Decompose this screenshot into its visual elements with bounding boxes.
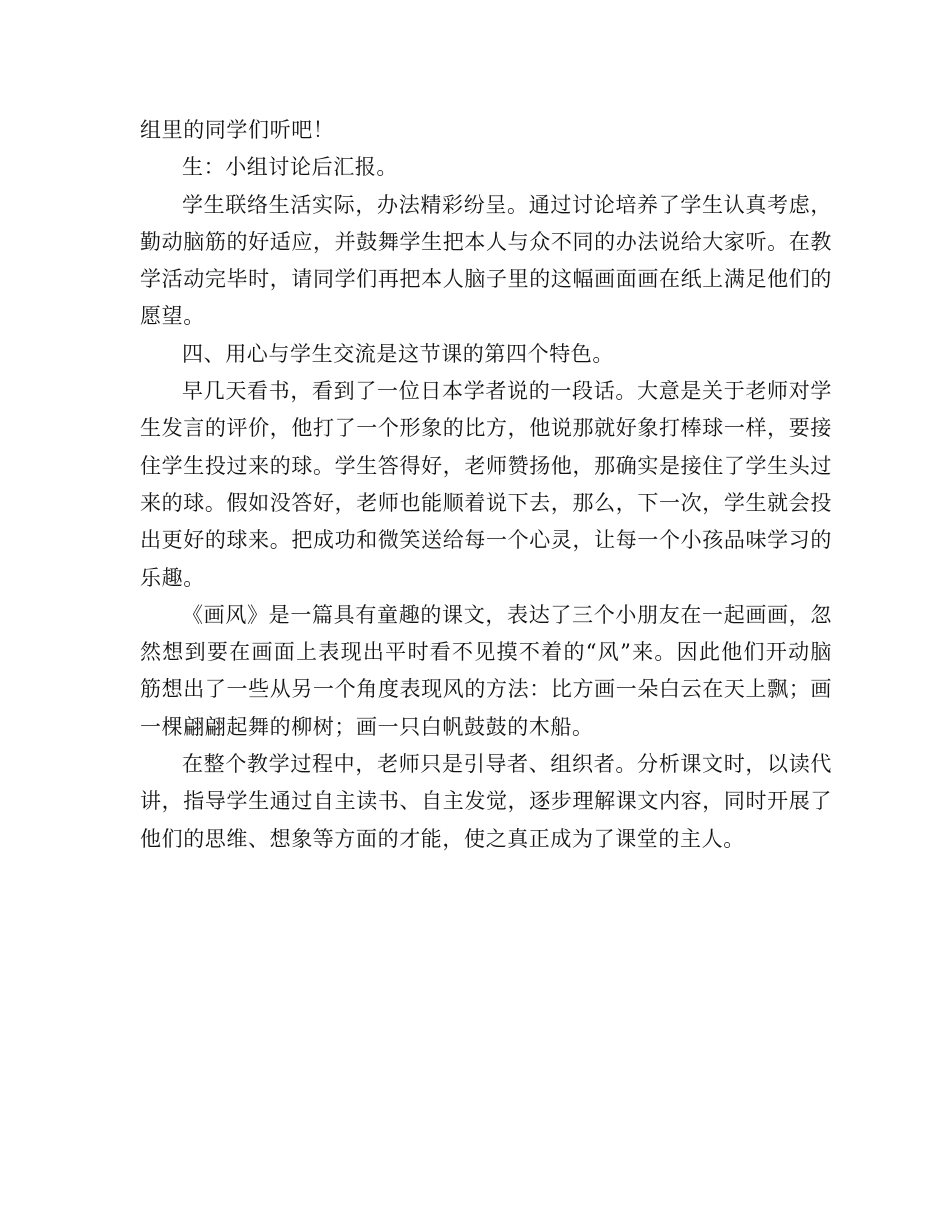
paragraph-teacher-role: 在整个教学过程中，老师只是引导者、组织者。分析课文时，以读代讲，指导学生通过自主读书、自主发觉，逐步理解课文内容，同时开展了他们的思维、想象等方面的才能，使之真正成为了课堂的主人。 (140, 752, 832, 851)
paragraph-discussion: 学生联络生活实际，办法精彩纷呈。通过讨论培养了学生认真考虑，勤动脑筋的好适应，并鼓舞学生把本人与众不同的办法说给大家听。在教学活动完毕时，请同学们再把本人脑子里的这幅画面画在纸上满足他们的愿望。 (140, 192, 832, 329)
document-body (140, 112, 832, 858)
paragraph-continuation: 组里的同学们听吧！ (140, 118, 335, 142)
paragraph-baseball-analogy: 早几天看书，看到了一位日本学者说的一段话。大意是关于老师对学生发言的评价，他打了一个形象的比方，他说那就好象打棒球一样，要接住学生投过来的球。学生答得好，老师赞扬他，那确实是接住了学生头过来的球。假如没答好，老师也能顺着说下去，那么，下一次，学生就会投出更好的球来。把成功和微笑送给每一个心灵，让每一个小孩品味学习的乐趣。 (140, 379, 832, 590)
paragraph-drawing-wind: 《画风》是一篇具有童趣的课文，表达了三个小朋友在一起画画，忽然想到要在画面上表现出平时看不见摸不着的“风”来。因此他们开动脑筋想出了一些从另一个角度表现风的方法：比方画一朵白云在天上飘；画一棵翩翩起舞的柳树；画一只白帆鼓鼓的木船。 (140, 602, 832, 739)
paragraph-student-report: 生：小组讨论后汇报。 (182, 155, 398, 180)
paragraph-fourth-feature: 四、用心与学生交流是这节课的第四个特色。 (182, 341, 614, 366)
